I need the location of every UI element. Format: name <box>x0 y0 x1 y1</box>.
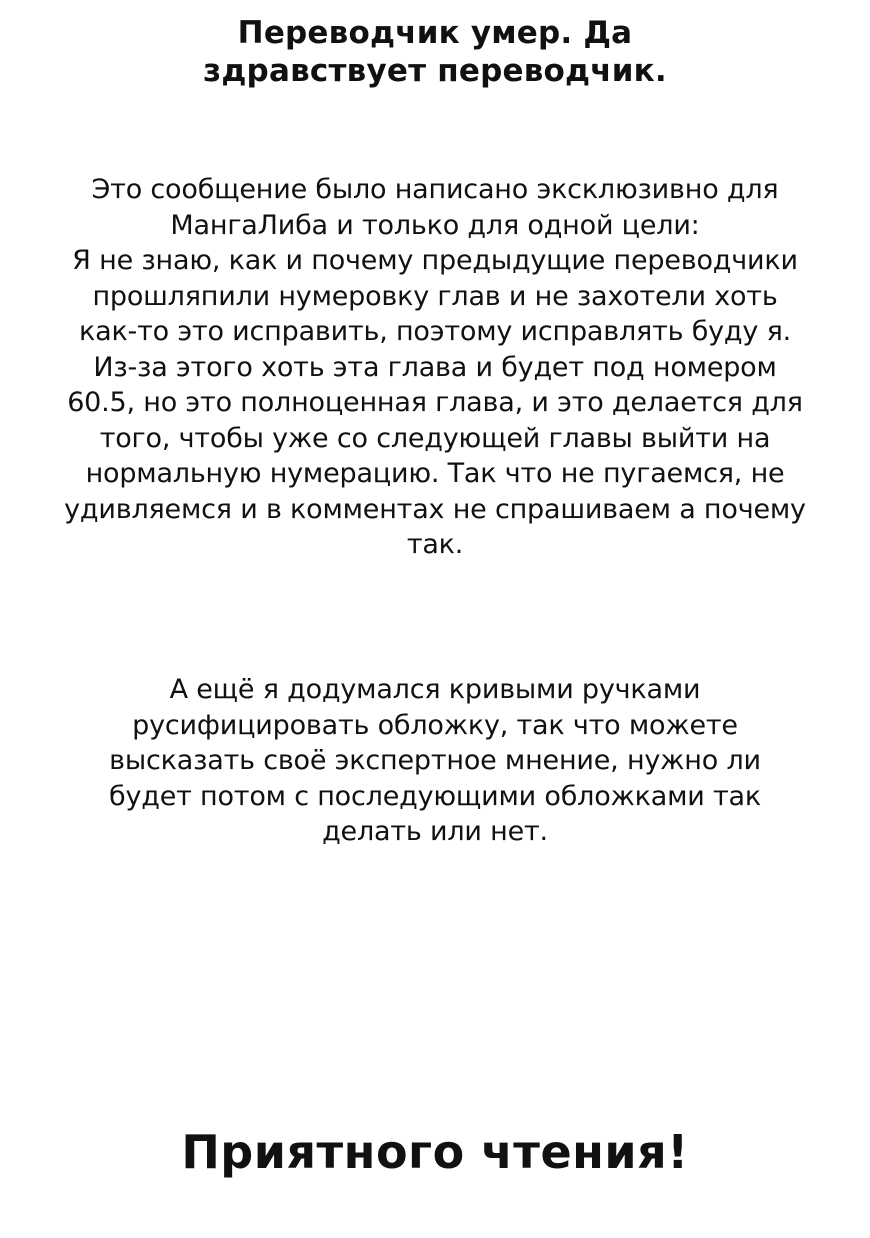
numbering-note-paragraph <box>0 172 870 563</box>
paragraph-line: удивляемся и в комментах не спрашиваем а почему <box>64 493 806 525</box>
paragraph-line: высказать своё экспертное мнение, нужно ли <box>109 745 761 776</box>
paragraph-line: 60.5, но это полноценная глава, и это делается для <box>67 387 803 418</box>
paragraph-line: будет потом с последующими обложками так <box>109 780 761 812</box>
paragraph-line: нормальную нумерацию. Так что не пугаемся, не <box>85 458 785 489</box>
paragraph-line: Это сообщение было написано эксклюзивно для <box>91 174 779 205</box>
paragraph-line: делать или нет. <box>322 816 548 847</box>
paragraph-line: русифицировать обложку, так что можете <box>132 709 738 741</box>
title-line: Переводчик умер. Да <box>237 15 633 51</box>
paragraph-line: МангаЛиба и только для одной цели: <box>170 209 700 241</box>
paragraph-line: Я не знаю, как и почему предыдущие переводчики <box>72 245 798 276</box>
paragraph-line: так. <box>406 529 464 560</box>
paragraph-line: А ещё я додумался кривыми ручками <box>169 674 701 705</box>
paragraph-line: Из-за этого хоть эта глава и будет под номером <box>93 351 777 383</box>
page-title <box>0 14 870 90</box>
paragraph-line: как-то это исправить, поэтому исправлять буду я. <box>79 316 791 347</box>
cover-note-paragraph <box>0 672 870 850</box>
paragraph-line: прошляпили нумеровку глав и не захотели хоть <box>92 280 778 312</box>
title-line: здравствует переводчик. <box>203 53 667 89</box>
closing-message: Приятного чтения! <box>181 1125 689 1179</box>
paragraph-line: того, чтобы уже со следующей главы выйти на <box>99 422 771 454</box>
